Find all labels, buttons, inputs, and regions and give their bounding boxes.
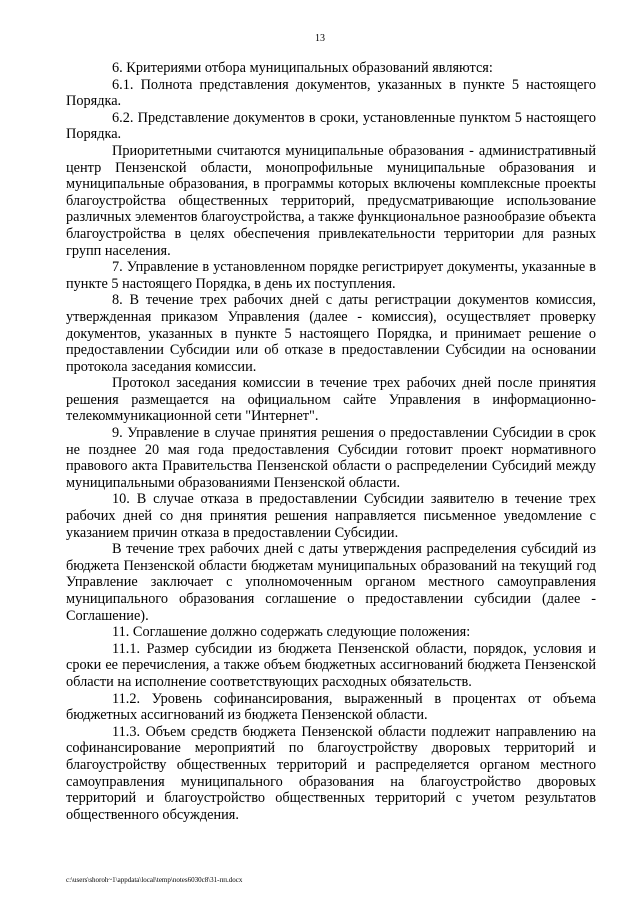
paragraph-10: 10. В случае отказа в предоставлении Субсидии заявителю в течение трех рабочих дней со дня принятия решения направляется письменное уведомление с указанием причин отказа в предоставлении Субсидии. — [66, 491, 596, 541]
document-body — [66, 60, 596, 823]
paragraph-6-1: 6.1. Полнота представления документов, указанных в пункте 5 настоящего Порядка. — [66, 76, 596, 110]
footer-file-path: c:\users\shoroh~1\appdata\local\temp\notes6030c8\31-пп.docx — [66, 876, 243, 884]
paragraph-priority: Приоритетными считаются муниципальные образования - административный центр Пензенской области, монопрофильные муниципальные образования и муниципальные образования, в программы которых включены комплексные проекты благоустройства общественных территорий, предусматривающие использование различных элементов благоустройства, а также функциональное разнообразие объекта благоустройства в целях обеспечения привлекательности территории для разных групп населения. — [66, 142, 596, 259]
paragraph-8: 8. В течение трех рабочих дней с даты регистрации документов комиссия, утвержденная приказом Управления (далее - комиссия), осуществляет проверку документов, указанных в пункте 5 настоящего Порядка, и принимает решение о предоставлении Субсидии или об отказе в предоставлении Субсидии на основании протокола заседания комиссии. — [66, 292, 596, 375]
paragraph-7: 7. Управление в установленном порядке регистрирует документы, указанные в пункте 5 настоящего Порядка, в день их поступления. — [66, 259, 596, 292]
paragraph-11-1: 11.1. Размер субсидии из бюджета Пензенской области, порядок, условия и сроки ее перечисления, а также объем бюджетных ассигнований бюджета Пензенской области на исполнение соответствующих расходных обязательств. — [66, 640, 596, 690]
paragraph-agreement-term: В течение трех рабочих дней с даты утверждения распределения субсидий из бюджета Пензенской области бюджетам муниципальных образований на текущий год Управление заключает с уполномоченным органом местного самоуправления муниципального образования соглашение о предоставлении субсидии (далее - Соглашение). — [66, 541, 596, 624]
page-number: 13 — [315, 33, 325, 44]
paragraph-9: 9. Управление в случае принятия решения о предоставлении Субсидии в срок не позднее 20 мая года предоставления Субсидии готовит проект нормативного правового акта Правительства Пензенской области о распределении Субсидий между муниципальными образованиями Пензенской области. — [66, 425, 596, 491]
paragraph-11-2: 11.2. Уровень софинансирования, выраженный в процентах от объема бюджетных ассигнований из бюджета Пензенской области. — [66, 690, 596, 724]
paragraph-11: 11. Соглашение должно содержать следующие положения: — [112, 624, 471, 641]
paragraph-protocol: Протокол заседания комиссии в течение трех рабочих дней после принятия решения размещается на официальном сайте Управления в информационно-телекоммуникационной сети "Интернет". — [66, 375, 596, 425]
paragraph-11-3: 11.3. Объем средств бюджета Пензенской области подлежит направлению на софинансирование мероприятий по благоустройству дворовых территорий и благоустройству общественных территорий и распределяется органом местного самоуправления муниципального образования на благоустройство дворовых территорий и благоустройство общественных территорий с учетом результатов общественного обсуждения. — [66, 723, 596, 823]
paragraph-6: 6. Критериями отбора муниципальных образований являются: — [112, 60, 493, 76]
paragraph-6-2: 6.2. Представление документов в сроки, установленные пунктом 5 настоящего Порядка. — [66, 109, 596, 143]
